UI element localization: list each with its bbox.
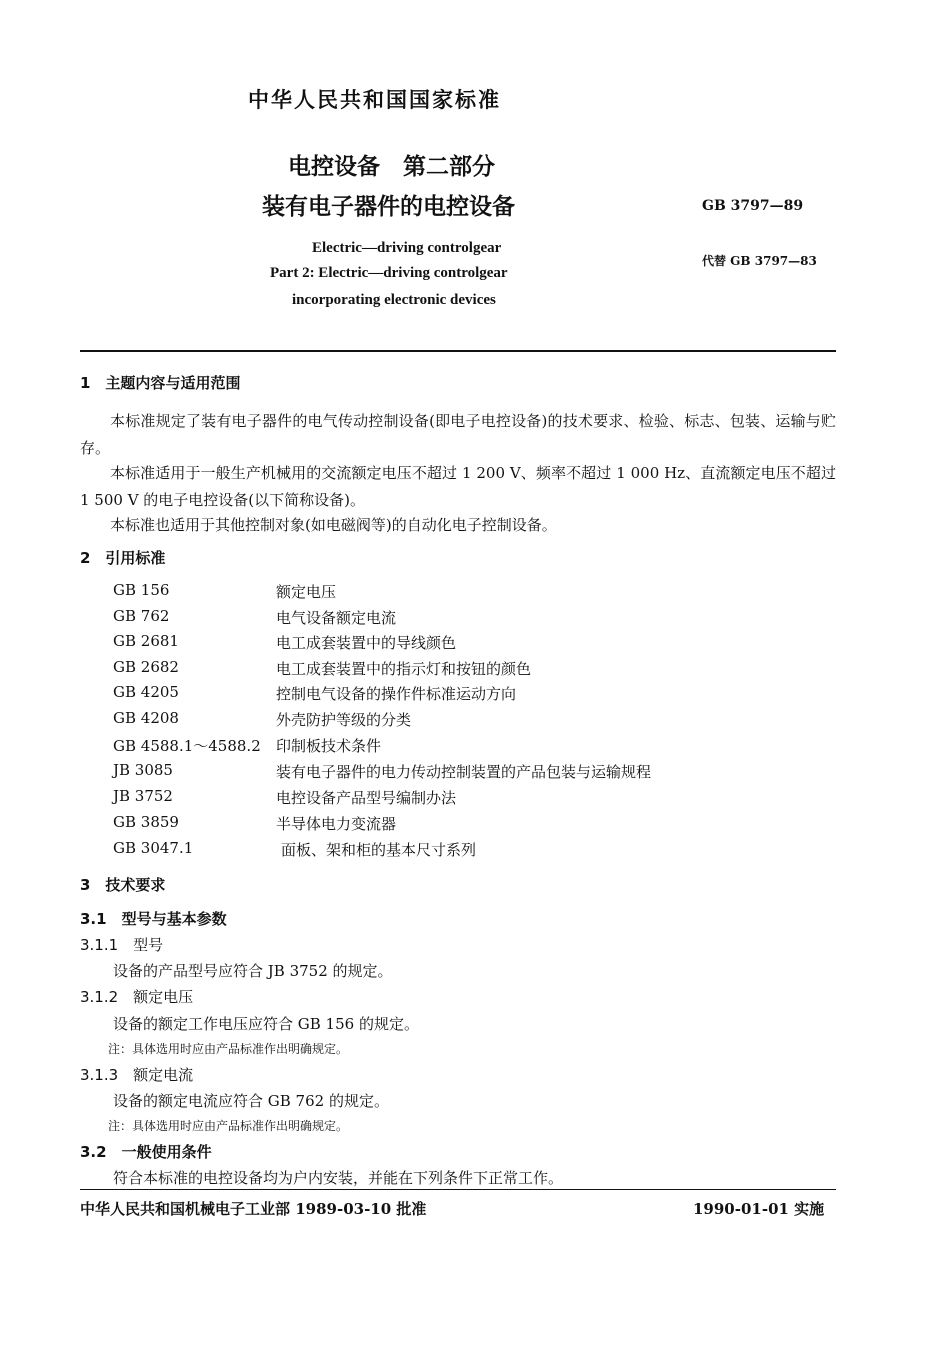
ref-title: 面板、架和柜的基本尺寸系列 xyxy=(281,841,477,859)
ref-title: 额定电压 xyxy=(276,583,337,601)
effective-date: 1990-01-01 实施 xyxy=(693,1200,825,1218)
section-3-1-3-text: 设备的额定电流应符合 GB 762 的规定。 xyxy=(113,1092,389,1110)
section-1-heading: 1 主题内容与适用范围 xyxy=(80,374,241,392)
section-3-1-2-text: 设备的额定工作电压应符合 GB 156 的规定。 xyxy=(113,1015,419,1033)
ref-title: 印制板技术条件 xyxy=(276,737,382,755)
section-1-paragraph-2: 本标准适用于一般生产机械用的交流额定电压不超过 1 200 V、频率不超过 1 000 Hz、直流额定电压不超过 1 500 V 的电子电控设备(以下简称设备)。 xyxy=(80,464,836,509)
section-3-1-2-heading: 3.1.2 额定电压 xyxy=(80,988,194,1006)
ref-code: GB 2682 xyxy=(113,658,179,676)
ref-title: 外壳防护等级的分类 xyxy=(276,711,412,729)
title-line-1: 电控设备 第二部分 xyxy=(288,154,495,180)
english-title-line-2: Part 2: Electric—driving controlgear xyxy=(270,265,508,281)
section-3-heading: 3 技术要求 xyxy=(80,876,166,894)
section-2-heading: 2 引用标准 xyxy=(80,549,166,567)
section-1-paragraph-1: 本标准规定了装有电子器件的电气传动控制设备(即电子电控设备)的技术要求、检验、标志、包装、运输与贮存。 xyxy=(80,412,836,457)
title-line-2: 装有电子器件的电控设备 xyxy=(262,194,515,220)
national-standard-heading: 中华人民共和国国家标准 xyxy=(248,88,501,112)
section-3-2-text: 符合本标准的电控设备均为户内安装，并能在下列条件下正常工作。 xyxy=(113,1169,564,1187)
section-3-1-3-note: 注：具体选用时应由产品标准作出明确规定。 xyxy=(108,1119,349,1133)
ref-title: 半导体电力变流器 xyxy=(276,815,397,833)
english-title-line-1: Electric—driving controlgear xyxy=(312,240,502,256)
ref-code: JB 3085 xyxy=(113,761,173,779)
ref-code: GB 156 xyxy=(113,581,170,599)
footer-divider xyxy=(80,1189,836,1190)
ref-code: GB 3859 xyxy=(113,813,179,831)
section-3-2-heading: 3.2 一般使用条件 xyxy=(80,1143,212,1161)
ref-code: GB 4208 xyxy=(113,709,179,727)
ref-title: 电工成套装置中的指示灯和按钮的颜色 xyxy=(276,660,532,678)
english-title-line-3: incorporating electronic devices xyxy=(292,292,496,308)
ref-code: GB 4205 xyxy=(113,683,179,701)
section-3-1-2-note: 注：具体选用时应由产品标准作出明确规定。 xyxy=(108,1042,349,1056)
section-3-1-1-text: 设备的产品型号应符合 JB 3752 的规定。 xyxy=(113,962,393,980)
ref-code: GB 2681 xyxy=(113,632,179,650)
standard-number: GB 3797—89 xyxy=(702,198,804,214)
section-3-1-heading: 3.1 型号与基本参数 xyxy=(80,910,227,928)
ref-title: 控制电气设备的操作件标准运动方向 xyxy=(276,685,517,703)
ref-code: JB 3752 xyxy=(113,787,173,805)
ref-code: GB 762 xyxy=(113,607,170,625)
section-3-1-3-heading: 3.1.3 额定电流 xyxy=(80,1066,194,1084)
ref-title: 电工成套装置中的导线颜色 xyxy=(276,634,457,652)
ref-title: 装有电子器件的电力传动控制装置的产品包装与运输规程 xyxy=(276,763,652,781)
section-1-paragraph-3: 本标准也适用于其他控制对象(如电磁阀等)的自动化电子控制设备。 xyxy=(110,516,557,534)
replaces-standard: 代替 GB 3797—83 xyxy=(702,254,817,268)
ref-code: GB 3047.1 xyxy=(113,839,194,857)
section-3-1-1-heading: 3.1.1 型号 xyxy=(80,936,164,954)
ref-code: GB 4588.1～4588.2 xyxy=(113,737,261,755)
header-divider xyxy=(80,350,836,352)
approval-line: 中华人民共和国机械电子工业部 1989-03-10 批准 xyxy=(80,1200,427,1218)
ref-title: 电控设备产品型号编制办法 xyxy=(276,789,457,807)
ref-title: 电气设备额定电流 xyxy=(276,609,397,627)
